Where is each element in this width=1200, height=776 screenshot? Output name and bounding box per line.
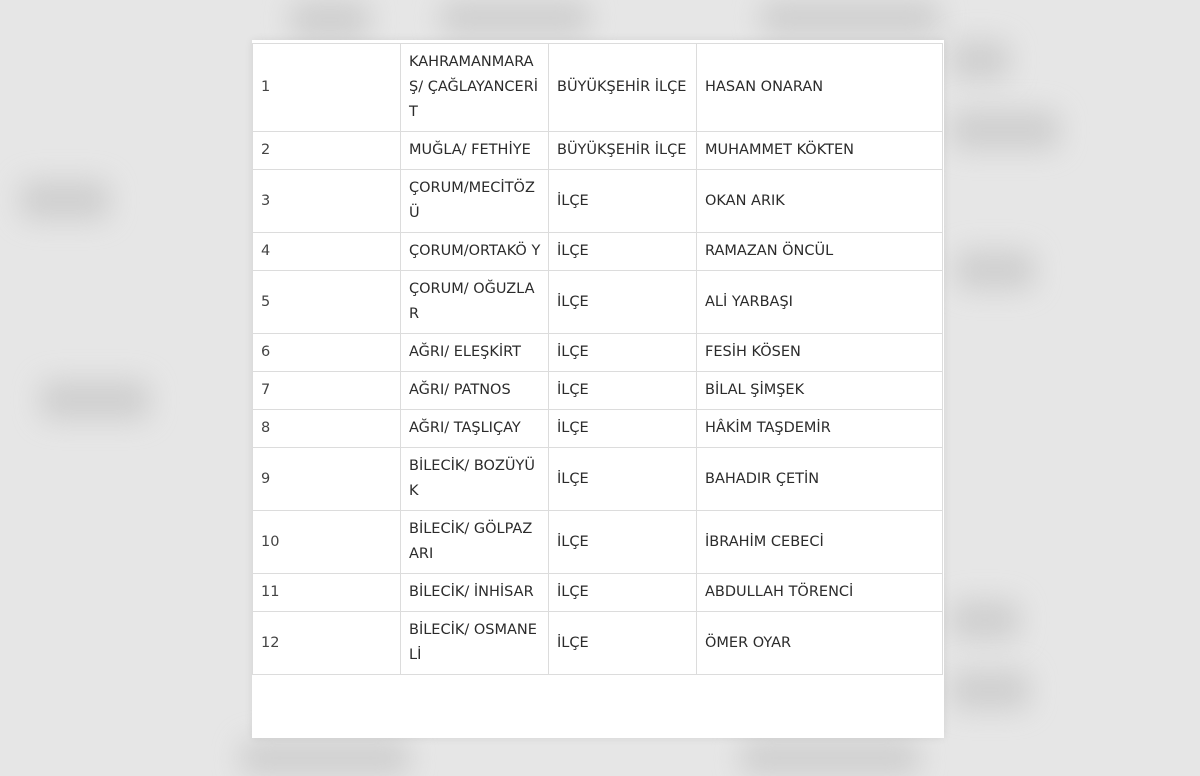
row-number-cell: 7: [253, 372, 401, 410]
background-blur: [290, 0, 370, 40]
name-cell: FESİH KÖSEN: [697, 334, 943, 372]
table-row: [253, 511, 943, 574]
row-number-cell: 5: [253, 271, 401, 334]
background-blur: [440, 0, 590, 36]
table-panel: [252, 40, 944, 738]
type-cell: BÜYÜKŞEHİR İLÇE: [549, 44, 697, 132]
location-cell: BİLECİK/ OSMANELİ: [401, 612, 549, 675]
location-cell: KAHRAMANMARA Ş/ ÇAĞLAYANCERİT: [401, 44, 549, 132]
row-number-cell: 2: [253, 132, 401, 170]
row-number-cell: 3: [253, 170, 401, 233]
location-cell: ÇORUM/ORTAKÖ Y: [401, 233, 549, 271]
location-cell: BİLECİK/ İNHİSAR: [401, 574, 549, 612]
location-cell: MUĞLA/ FETHİYE: [401, 132, 549, 170]
table-row: [253, 44, 943, 132]
name-cell: ÖMER OYAR: [697, 612, 943, 675]
table-row: [253, 372, 943, 410]
name-cell: ALİ YARBAŞI: [697, 271, 943, 334]
name-cell: ABDULLAH TÖRENCİ: [697, 574, 943, 612]
type-cell: İLÇE: [549, 448, 697, 511]
background-blur: [40, 380, 150, 420]
table-row: [253, 132, 943, 170]
background-blur: [950, 600, 1020, 640]
table-row: [253, 233, 943, 271]
location-cell: ÇORUM/MECİTÖZ Ü: [401, 170, 549, 233]
name-cell: BİLAL ŞİMŞEK: [697, 372, 943, 410]
row-number-cell: 4: [253, 233, 401, 271]
row-number-cell: 6: [253, 334, 401, 372]
table-row: [253, 334, 943, 372]
background-blur: [20, 180, 110, 220]
table-row: [253, 448, 943, 511]
row-number-cell: 12: [253, 612, 401, 675]
table-row: [253, 410, 943, 448]
type-cell: İLÇE: [549, 372, 697, 410]
type-cell: İLÇE: [549, 170, 697, 233]
row-number-cell: 1: [253, 44, 401, 132]
location-cell: BİLECİK/ BOZÜYÜK: [401, 448, 549, 511]
background-blur: [950, 670, 1030, 710]
background-blur: [950, 40, 1010, 80]
name-cell: OKAN ARIK: [697, 170, 943, 233]
background-blur: [240, 740, 410, 776]
table-row: [253, 170, 943, 233]
name-cell: İBRAHİM CEBECİ: [697, 511, 943, 574]
name-cell: BAHADIR ÇETİN: [697, 448, 943, 511]
type-cell: İLÇE: [549, 410, 697, 448]
type-cell: İLÇE: [549, 511, 697, 574]
location-cell: AĞRI/ PATNOS: [401, 372, 549, 410]
type-cell: İLÇE: [549, 233, 697, 271]
name-cell: HASAN ONARAN: [697, 44, 943, 132]
table-row: [253, 271, 943, 334]
location-cell: BİLECİK/ GÖLPAZARI: [401, 511, 549, 574]
location-cell: ÇORUM/ OĞUZLAR: [401, 271, 549, 334]
background-blur: [955, 250, 1035, 290]
row-number-cell: 10: [253, 511, 401, 574]
background-blur: [740, 740, 920, 776]
table-body: [253, 44, 943, 675]
location-cell: AĞRI/ ELEŞKİRT: [401, 334, 549, 372]
type-cell: İLÇE: [549, 334, 697, 372]
type-cell: BÜYÜKŞEHİR İLÇE: [549, 132, 697, 170]
type-cell: İLÇE: [549, 271, 697, 334]
table-row: [253, 612, 943, 675]
name-cell: MUHAMMET KÖKTEN: [697, 132, 943, 170]
table-row: [253, 574, 943, 612]
row-number-cell: 9: [253, 448, 401, 511]
type-cell: İLÇE: [549, 612, 697, 675]
officials-table: [252, 43, 943, 675]
background-blur: [950, 110, 1060, 150]
name-cell: RAMAZAN ÖNCÜL: [697, 233, 943, 271]
type-cell: İLÇE: [549, 574, 697, 612]
location-cell: AĞRI/ TAŞLIÇAY: [401, 410, 549, 448]
row-number-cell: 8: [253, 410, 401, 448]
row-number-cell: 11: [253, 574, 401, 612]
name-cell: HÂKİM TAŞDEMİR: [697, 410, 943, 448]
background-blur: [760, 0, 940, 36]
